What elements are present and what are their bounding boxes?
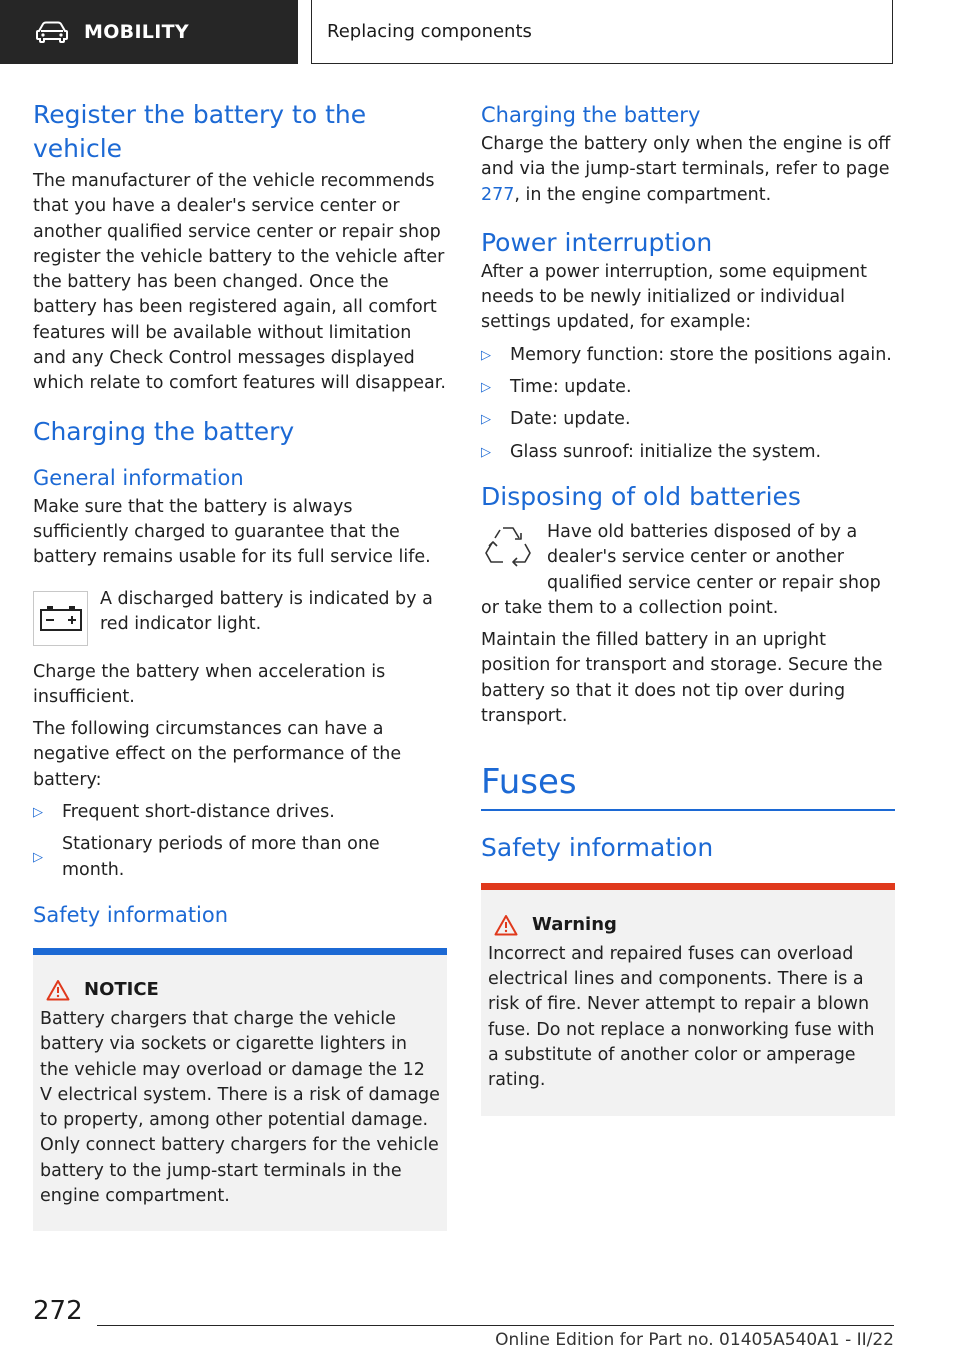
notice-title: NOTICE	[84, 979, 159, 1001]
battery-indicator-note	[33, 587, 447, 646]
list-item: ▷ Date: update.	[481, 407, 895, 432]
battery-icon	[33, 591, 88, 646]
circumstances-list	[33, 800, 447, 883]
footer-divider	[97, 1325, 894, 1326]
edition-label: Online Edition for Part no. 01405A540A1 - II/22	[495, 1330, 894, 1350]
register-text: The manufacturer of the vehicle recommends that you have a dealer's service center or another qualified service center or repair shop register the vehicle battery to the vehicle after the battery has been changed. Once the battery has been registered again, all comfort features will be available without limitation and any Check Control messages displayed which relate to comfort features will disappear.	[33, 171, 446, 394]
indicator-text: A discharged battery is indicated by a red indicator light.	[100, 588, 433, 634]
list-item: ▷ Glass sunroof: initialize the system.	[481, 440, 895, 465]
safety-heading-left: Safety information	[33, 902, 229, 927]
circumstances-text: The following circumstances can have a negative effect on the performance of the battery:	[33, 719, 402, 790]
fuses-heading: Fuses	[481, 762, 577, 803]
right-column	[481, 98, 895, 1116]
charging-heading-right: Charging the battery	[481, 103, 701, 127]
page-number: 272	[33, 1296, 83, 1326]
maintain-text: Maintain the filled battery in an upright position for transport and storage. Secure the battery so that it does not tip over during transport.	[481, 630, 883, 727]
triangle-bullet-icon: ▷	[481, 380, 491, 396]
recycle-icon	[481, 520, 535, 574]
warning-triangle-icon	[494, 914, 518, 936]
page-reference-link[interactable]: 277	[481, 184, 515, 205]
chapter-title	[311, 0, 893, 64]
triangle-bullet-icon: ▷	[33, 849, 43, 865]
warning-text: Incorrect and repaired fuses can overload electrical lines and components. There is a risk of fire. Never attempt to repair a blown fuse. Do not replace a nonworking fuse with a substitute of another color or amperage rating.	[488, 943, 875, 1091]
warning-callout	[481, 883, 895, 1116]
triangle-bullet-icon: ▷	[481, 444, 491, 460]
list-item: ▷ Stationary periods of more than one month.	[33, 832, 447, 883]
triangle-bullet-icon: ▷	[481, 347, 491, 363]
general-info-heading: General information	[33, 465, 244, 490]
list-item: ▷ Frequent short-distance drives.	[33, 800, 447, 825]
chapter-label: Replacing components	[327, 21, 532, 42]
safety-heading-right: Safety information	[481, 832, 714, 862]
list-item: ▷ Memory function: store the positions again.	[481, 343, 895, 368]
register-heading: Register the battery to the vehicle	[33, 100, 367, 163]
disposing-heading: Disposing of old batteries	[481, 481, 801, 511]
left-column	[33, 98, 447, 1231]
general-info-text: Make sure that the battery is always sufficiently charged to guarantee that the battery remains usable for its full service life.	[33, 496, 431, 568]
disposing-text: Have old batteries disposed of by a dealer's service center or another qualified service center or repair shop or take them to a collection point.	[481, 521, 881, 618]
triangle-bullet-icon: ▷	[33, 805, 43, 821]
notice-text: Battery chargers that charge the vehicle battery via sockets or cigarette lighters in the vehicle may overload or damage the 12 V electrical system. There is a risk of damage to property, among other potential damage. Only connect battery chargers for the vehicle battery to the jump-start terminals in the engine compartment.	[40, 1008, 440, 1207]
car-icon	[36, 21, 68, 43]
power-list	[481, 343, 895, 465]
notice-callout	[33, 948, 447, 1231]
charging-heading-left: Charging the battery	[33, 416, 295, 446]
triangle-bullet-icon: ▷	[481, 412, 491, 428]
charge-insufficient-text: Charge the battery when acceleration is insufficient.	[33, 661, 386, 707]
charging-text: Charge the battery only when the engine is off and via the jump-start terminals, refer to page 277, in the engine compartment.	[481, 134, 891, 205]
warning-title: Warning	[532, 914, 617, 936]
warning-triangle-icon	[46, 979, 70, 1001]
section-tab	[0, 0, 298, 64]
power-heading: Power interruption	[481, 227, 713, 257]
disposing-note	[481, 520, 895, 621]
section-label: MOBILITY	[84, 21, 189, 43]
power-text: After a power interruption, some equipment needs to be newly initialized or individual settings updated, for example:	[481, 261, 867, 333]
list-item: ▷ Time: update.	[481, 375, 895, 400]
